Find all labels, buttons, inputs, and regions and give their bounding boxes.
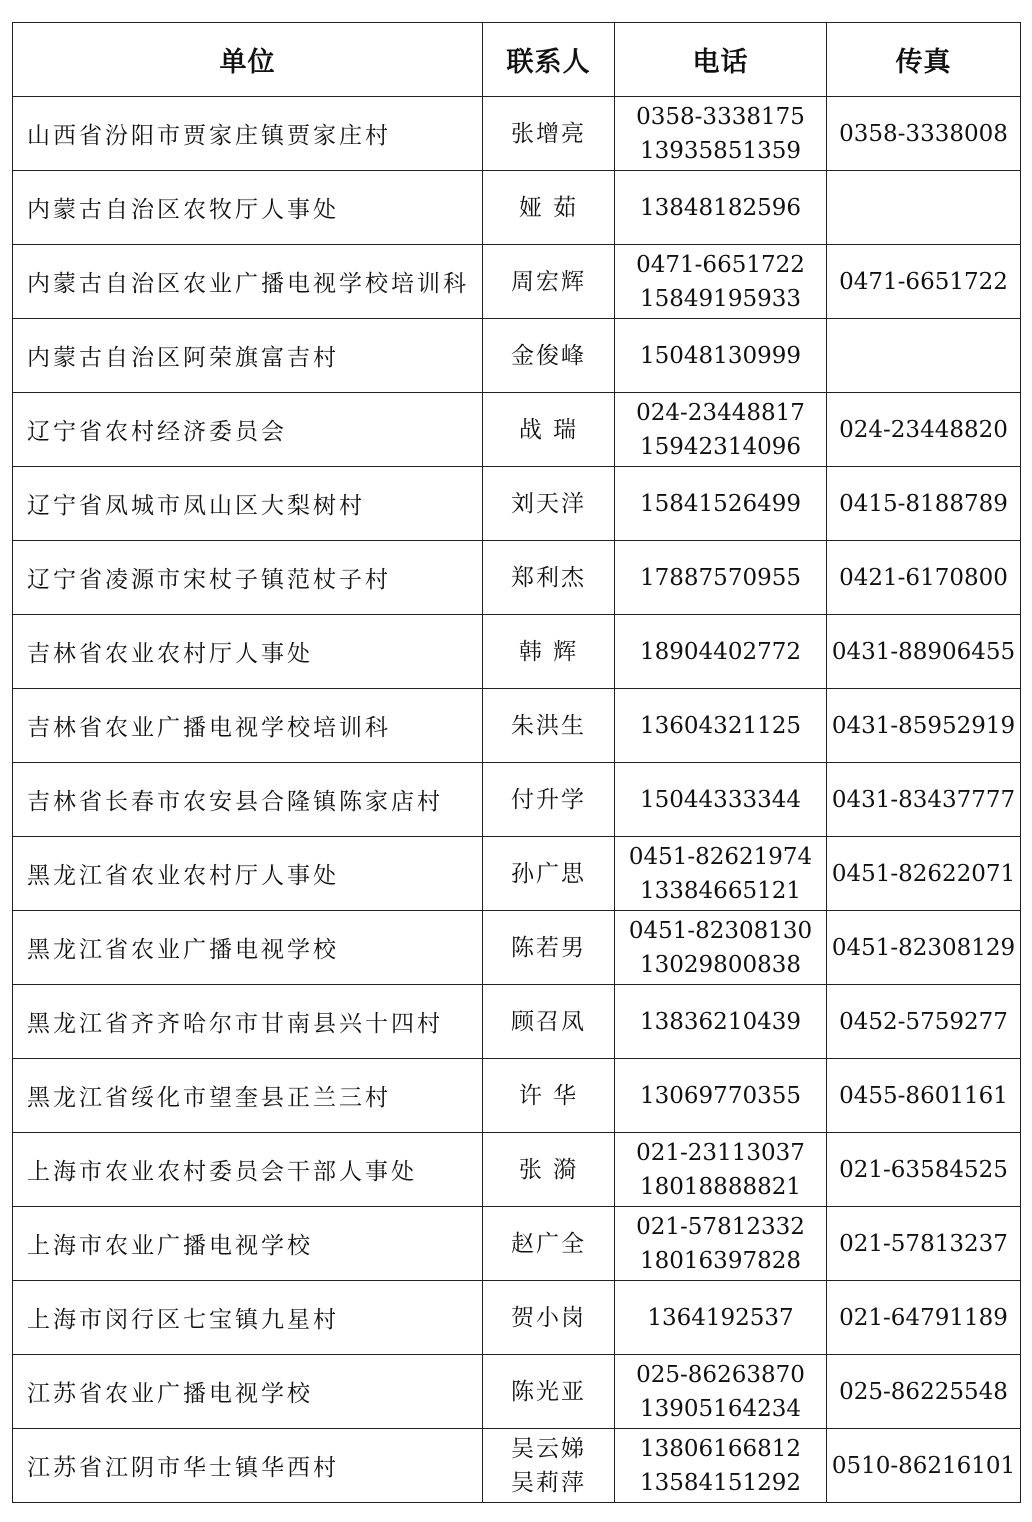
table-row bbox=[13, 911, 1021, 985]
contact-cell bbox=[483, 171, 615, 245]
phone-cell bbox=[615, 689, 827, 763]
fax-cell: 021-63584525 bbox=[827, 1133, 1021, 1207]
unit-cell: 上海市农业农村委员会干部人事处 bbox=[13, 1133, 483, 1207]
contact-cell bbox=[483, 97, 615, 171]
unit-cell: 辽宁省凌源市宋杖子镇范杖子村 bbox=[13, 541, 483, 615]
fax-cell: 0415-8188789 bbox=[827, 467, 1021, 541]
contact-cell bbox=[483, 467, 615, 541]
header-unit: 单位 bbox=[13, 23, 483, 97]
contact-cell bbox=[483, 837, 615, 911]
phone-cell bbox=[615, 615, 827, 689]
phone-cell bbox=[615, 1207, 827, 1281]
fax-cell: 0452-5759277 bbox=[827, 985, 1021, 1059]
phone-number: 15044333344 bbox=[640, 786, 801, 813]
phone-cell bbox=[615, 1133, 827, 1207]
table-row bbox=[13, 245, 1021, 319]
table-row bbox=[13, 97, 1021, 171]
phone-number: 13836210439 bbox=[640, 1008, 801, 1035]
table-row bbox=[13, 1281, 1021, 1355]
unit-cell: 上海市农业广播电视学校 bbox=[13, 1207, 483, 1281]
phone-number: 025-86263870 bbox=[636, 1361, 805, 1388]
phone-cell bbox=[615, 1059, 827, 1133]
phone-number: 13905164234 bbox=[640, 1395, 801, 1422]
table-row bbox=[13, 615, 1021, 689]
phone-number: 15048130999 bbox=[640, 342, 801, 369]
contact-name: 付升学 bbox=[511, 786, 586, 813]
table-row bbox=[13, 1207, 1021, 1281]
fax-cell bbox=[827, 171, 1021, 245]
unit-cell: 内蒙古自治区农业广播电视学校培训科 bbox=[13, 245, 483, 319]
phone-number: 0451-82621974 bbox=[628, 843, 813, 870]
phone-number: 15841526499 bbox=[640, 490, 801, 517]
fax-cell: 0471-6651722 bbox=[827, 245, 1021, 319]
table-row bbox=[13, 689, 1021, 763]
unit-cell: 黑龙江省农业广播电视学校 bbox=[13, 911, 483, 985]
phone-cell bbox=[615, 763, 827, 837]
contact-name: 贺小岗 bbox=[511, 1304, 586, 1331]
contact-name: 金俊峰 bbox=[511, 342, 586, 369]
header-fax: 传真 bbox=[827, 23, 1021, 97]
contact-cell bbox=[483, 541, 615, 615]
phone-number: 0358-3338175 bbox=[636, 103, 805, 130]
phone-number: 13806166812 bbox=[640, 1435, 801, 1462]
phone-cell bbox=[615, 245, 827, 319]
contact-cell bbox=[483, 1207, 615, 1281]
phone-cell bbox=[615, 393, 827, 467]
table-row bbox=[13, 1133, 1021, 1207]
contact-name: 孙广思 bbox=[511, 860, 586, 887]
phone-number: 0471-6651722 bbox=[636, 251, 805, 278]
unit-cell: 吉林省长春市农安县合隆镇陈家店村 bbox=[13, 763, 483, 837]
contact-cell bbox=[483, 911, 615, 985]
phone-cell bbox=[615, 1355, 827, 1429]
header-phone: 电话 bbox=[615, 23, 827, 97]
phone-number: 021-23113037 bbox=[636, 1139, 805, 1166]
table-header-row bbox=[13, 23, 1021, 97]
phone-cell bbox=[615, 911, 827, 985]
contact-cell bbox=[483, 393, 615, 467]
fax-cell: 021-64791189 bbox=[827, 1281, 1021, 1355]
contact-name: 陈若男 bbox=[511, 934, 586, 961]
fax-cell: 0455-8601161 bbox=[827, 1059, 1021, 1133]
fax-cell: 025-86225548 bbox=[827, 1355, 1021, 1429]
contact-cell bbox=[483, 689, 615, 763]
table-row bbox=[13, 837, 1021, 911]
unit-cell: 黑龙江省农业农村厅人事处 bbox=[13, 837, 483, 911]
table-row bbox=[13, 467, 1021, 541]
table-row bbox=[13, 1059, 1021, 1133]
contact-name: 顾召凤 bbox=[511, 1008, 586, 1035]
table-row bbox=[13, 1429, 1021, 1503]
table-body bbox=[13, 97, 1021, 1503]
unit-cell: 吉林省农业农村厅人事处 bbox=[13, 615, 483, 689]
fax-cell: 0451-82622071 bbox=[827, 837, 1021, 911]
unit-cell: 江苏省农业广播电视学校 bbox=[13, 1355, 483, 1429]
fax-cell: 0431-85952919 bbox=[827, 689, 1021, 763]
unit-cell: 山西省汾阳市贾家庄镇贾家庄村 bbox=[13, 97, 483, 171]
table-row bbox=[13, 393, 1021, 467]
table-row bbox=[13, 763, 1021, 837]
contact-name: 许 华 bbox=[518, 1082, 579, 1109]
phone-number: 15849195933 bbox=[640, 285, 801, 312]
phone-cell bbox=[615, 171, 827, 245]
phone-cell bbox=[615, 319, 827, 393]
phone-number: 13029800838 bbox=[640, 951, 801, 978]
contact-table bbox=[12, 22, 1021, 1503]
contact-name: 韩 辉 bbox=[518, 638, 579, 665]
phone-number: 024-23448817 bbox=[636, 399, 805, 426]
phone-number: 021-57812332 bbox=[636, 1213, 805, 1240]
phone-number: 13604321125 bbox=[640, 712, 801, 739]
contact-cell bbox=[483, 1429, 615, 1503]
unit-cell: 吉林省农业广播电视学校培训科 bbox=[13, 689, 483, 763]
fax-cell: 0510-86216101 bbox=[827, 1429, 1021, 1503]
phone-number: 15942314096 bbox=[640, 433, 801, 460]
fax-cell: 0358-3338008 bbox=[827, 97, 1021, 171]
contact-name: 陈光亚 bbox=[511, 1378, 586, 1405]
contact-cell bbox=[483, 1355, 615, 1429]
fax-cell: 021-57813237 bbox=[827, 1207, 1021, 1281]
phone-number: 1364192537 bbox=[647, 1304, 794, 1331]
contact-cell bbox=[483, 319, 615, 393]
phone-number: 13384665121 bbox=[640, 877, 801, 904]
phone-cell bbox=[615, 837, 827, 911]
phone-cell bbox=[615, 1429, 827, 1503]
unit-cell: 黑龙江省绥化市望奎县正兰三村 bbox=[13, 1059, 483, 1133]
phone-number: 13848182596 bbox=[640, 194, 801, 221]
contact-name: 张 漪 bbox=[518, 1156, 579, 1183]
table-row bbox=[13, 171, 1021, 245]
unit-cell: 内蒙古自治区农牧厅人事处 bbox=[13, 171, 483, 245]
phone-number: 13935851359 bbox=[640, 137, 801, 164]
contact-name: 朱洪生 bbox=[511, 712, 586, 739]
header-contact: 联系人 bbox=[483, 23, 615, 97]
contact-cell bbox=[483, 1281, 615, 1355]
phone-cell bbox=[615, 985, 827, 1059]
phone-number: 18018888821 bbox=[640, 1173, 801, 1200]
unit-cell: 辽宁省农村经济委员会 bbox=[13, 393, 483, 467]
contact-table-container bbox=[12, 22, 1021, 1503]
phone-number: 17887570955 bbox=[640, 564, 801, 591]
fax-cell: 0431-88906455 bbox=[827, 615, 1021, 689]
phone-number: 18904402772 bbox=[640, 638, 801, 665]
contact-name: 郑利杰 bbox=[511, 564, 586, 591]
phone-number: 18016397828 bbox=[640, 1247, 801, 1274]
contact-name: 娅 茹 bbox=[518, 194, 579, 221]
contact-cell bbox=[483, 615, 615, 689]
contact-cell bbox=[483, 1059, 615, 1133]
contact-cell bbox=[483, 763, 615, 837]
phone-cell bbox=[615, 467, 827, 541]
table-row bbox=[13, 1355, 1021, 1429]
table-row bbox=[13, 541, 1021, 615]
contact-name: 战 瑞 bbox=[518, 416, 579, 443]
fax-cell: 024-23448820 bbox=[827, 393, 1021, 467]
contact-name: 周宏辉 bbox=[511, 268, 586, 295]
phone-number: 0451-82308130 bbox=[628, 917, 813, 944]
fax-cell bbox=[827, 319, 1021, 393]
unit-cell: 江苏省江阴市华士镇华西村 bbox=[13, 1429, 483, 1503]
table-row bbox=[13, 985, 1021, 1059]
phone-number: 13584151292 bbox=[640, 1469, 801, 1496]
contact-cell bbox=[483, 985, 615, 1059]
phone-cell bbox=[615, 97, 827, 171]
contact-name: 张增亮 bbox=[511, 120, 586, 147]
fax-cell: 0431-83437777 bbox=[827, 763, 1021, 837]
table-row bbox=[13, 319, 1021, 393]
unit-cell: 内蒙古自治区阿荣旗富吉村 bbox=[13, 319, 483, 393]
phone-cell bbox=[615, 541, 827, 615]
contact-name: 刘天洋 bbox=[511, 490, 586, 517]
fax-cell: 0451-82308129 bbox=[827, 911, 1021, 985]
contact-name: 吴云娣 bbox=[511, 1435, 586, 1462]
unit-cell: 黑龙江省齐齐哈尔市甘南县兴十四村 bbox=[13, 985, 483, 1059]
contact-cell bbox=[483, 245, 615, 319]
contact-name: 吴莉萍 bbox=[511, 1469, 586, 1496]
unit-cell: 辽宁省凤城市凤山区大梨树村 bbox=[13, 467, 483, 541]
contact-cell bbox=[483, 1133, 615, 1207]
phone-number: 13069770355 bbox=[640, 1082, 801, 1109]
contact-name: 赵广全 bbox=[511, 1230, 586, 1257]
unit-cell: 上海市闵行区七宝镇九星村 bbox=[13, 1281, 483, 1355]
fax-cell: 0421-6170800 bbox=[827, 541, 1021, 615]
phone-cell bbox=[615, 1281, 827, 1355]
